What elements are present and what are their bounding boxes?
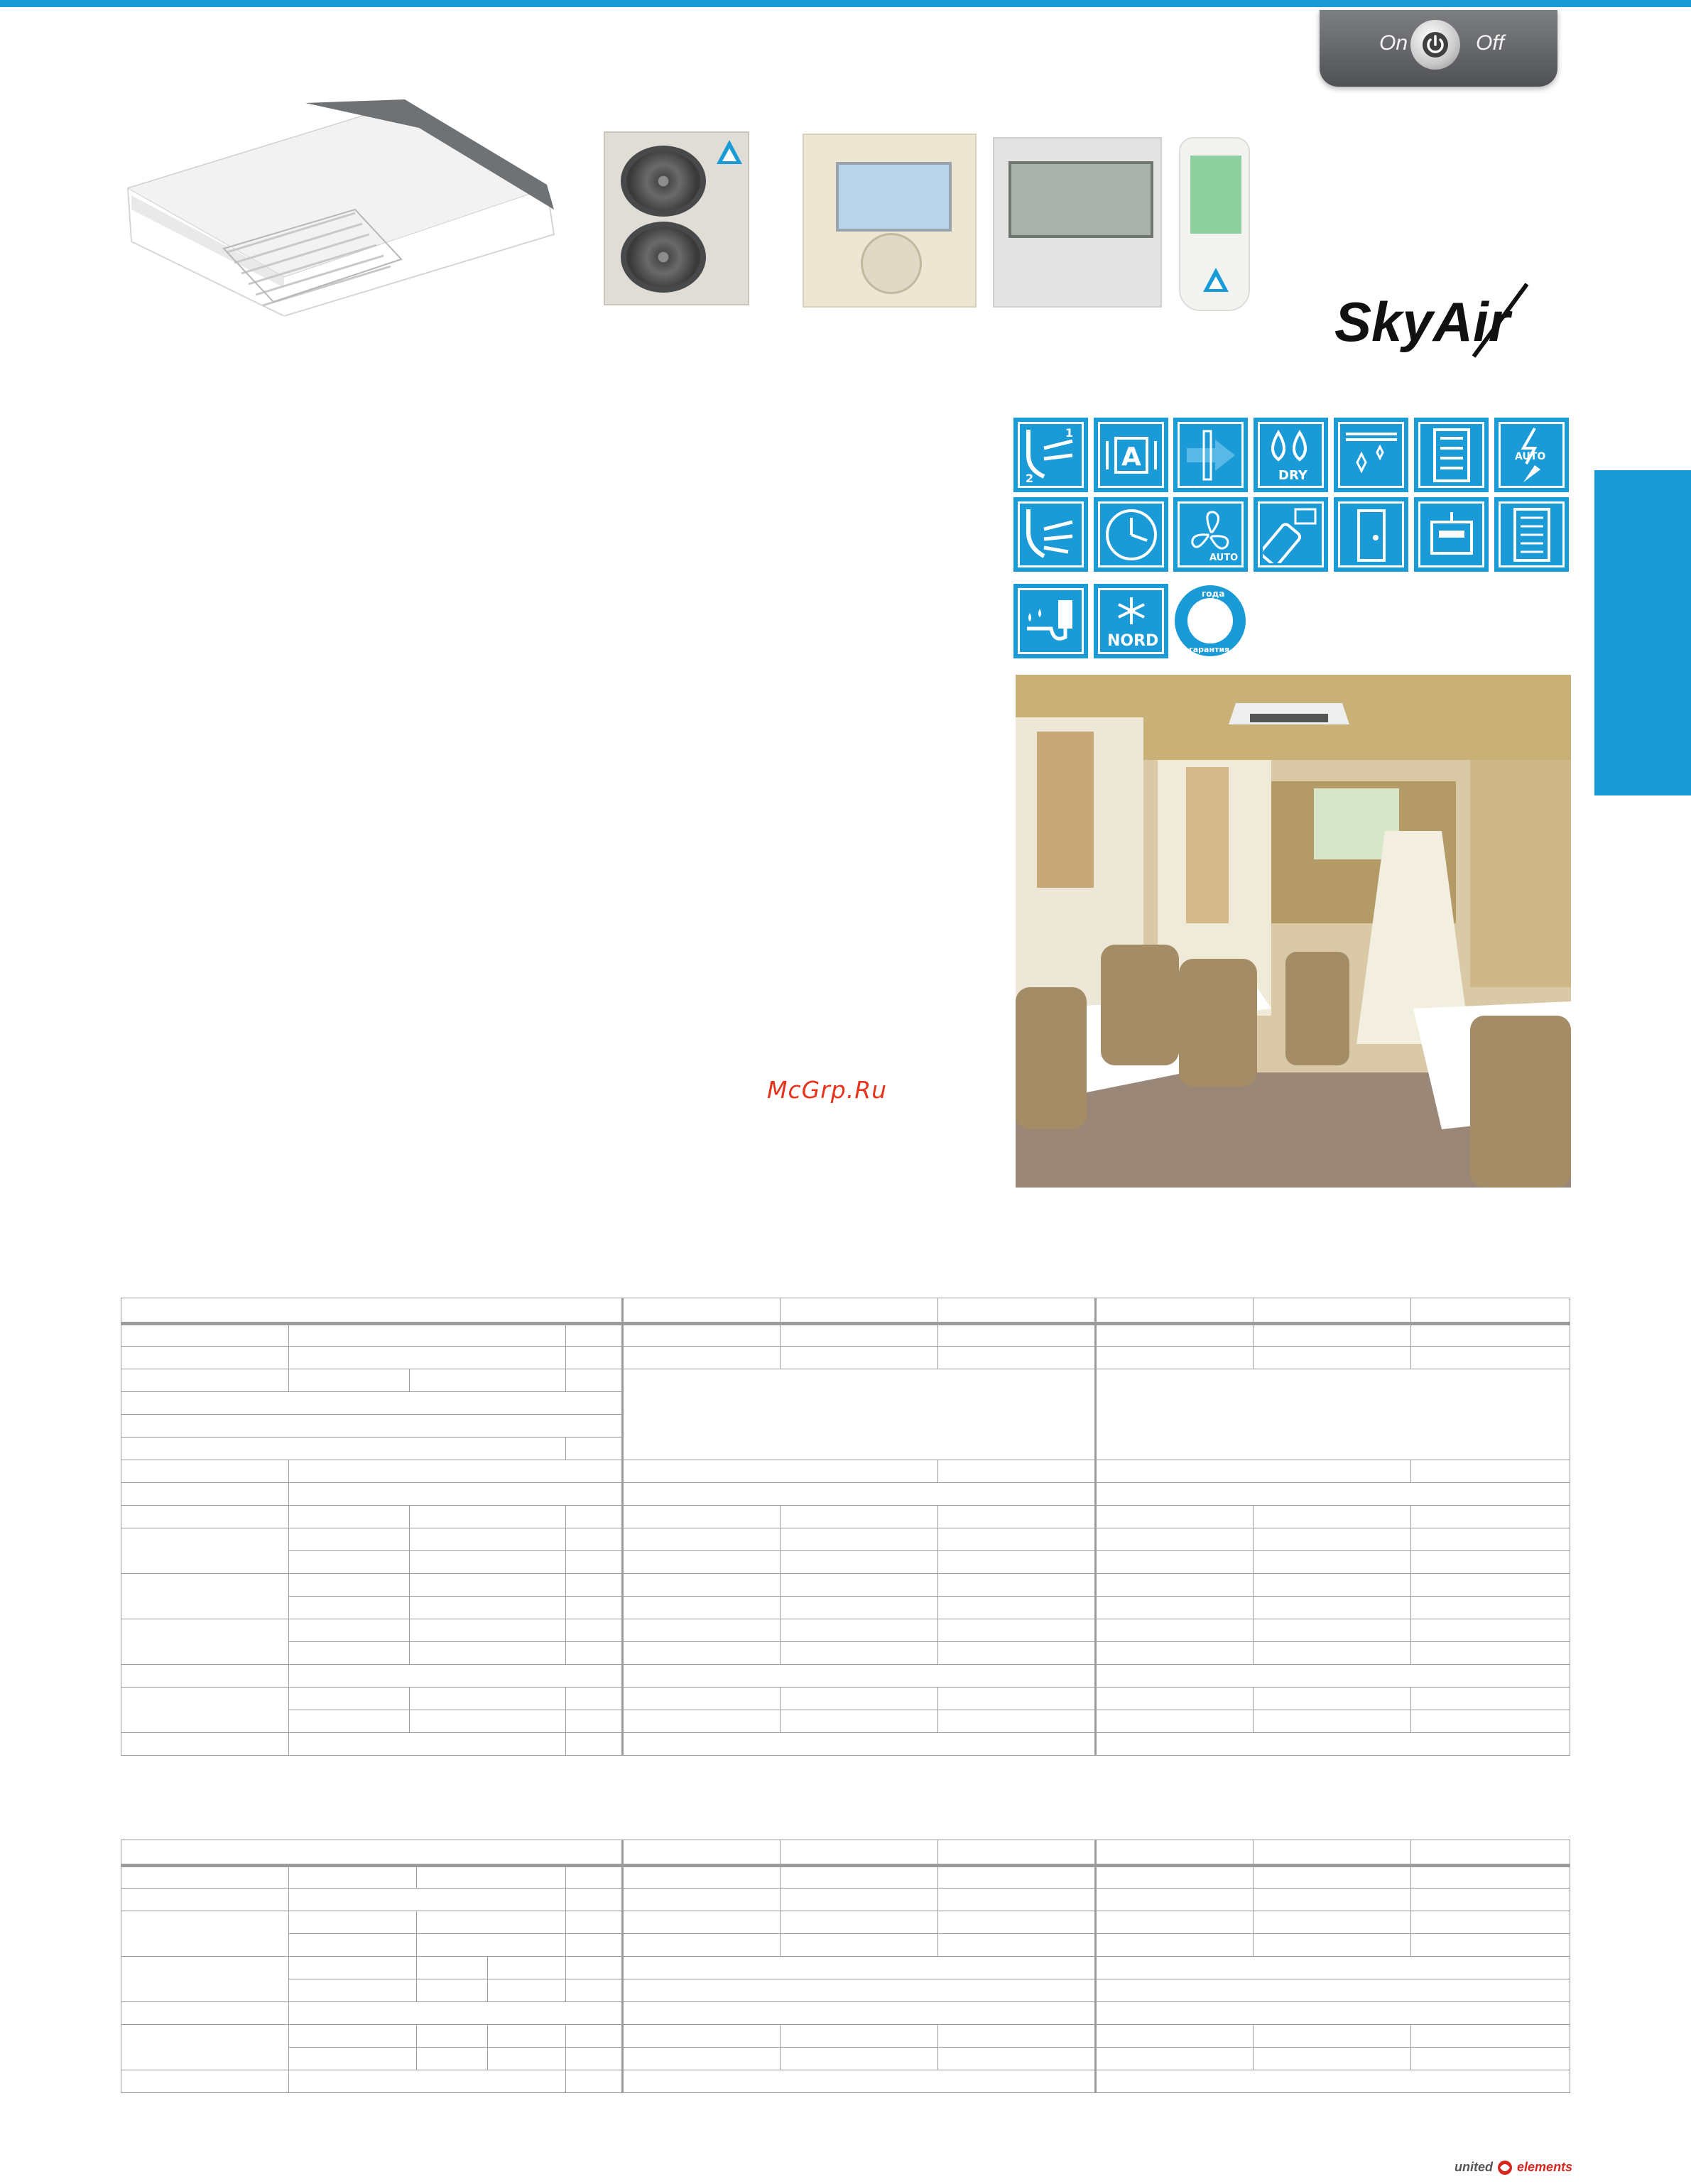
wired-remote-controller-image: [803, 134, 977, 308]
wired-controller-icon: [1334, 497, 1408, 572]
table-row: [121, 1665, 1570, 1688]
table-row: [121, 1597, 1570, 1619]
spec-table-indoor: [121, 1298, 1570, 1756]
restaurant-interior-photo: [1016, 675, 1571, 1188]
table-row: [121, 1688, 1570, 1710]
warranty-years-icon: [1173, 584, 1248, 658]
nord-low-temp-icon: [1094, 584, 1168, 658]
swing-flap-icon: [1013, 497, 1088, 572]
table-row: [121, 1911, 1570, 1934]
table-row: [121, 1866, 1570, 1889]
schedule-controller-icon: [1494, 497, 1569, 572]
table-header-row: [121, 1298, 1570, 1324]
auto-restart-icon: [1494, 418, 1569, 492]
skyair-logo: [1332, 278, 1573, 364]
table-row: [121, 1889, 1570, 1911]
table-header-row: [121, 1840, 1570, 1866]
footer-brand-left: united: [1455, 2159, 1493, 2174]
svg-text:1: 1: [1065, 426, 1073, 440]
svg-text:AUTO: AUTO: [1514, 450, 1545, 462]
warranty-bottom-text: гарантия: [1189, 645, 1230, 654]
swirl-logo-icon: [1496, 2159, 1513, 2176]
outdoor-unit-image: [604, 131, 749, 305]
central-control-icon: [1414, 497, 1489, 572]
table-row: [121, 1506, 1570, 1528]
table-row: [121, 1642, 1570, 1665]
skyair-logo-text: SkyAir: [1334, 290, 1511, 353]
table-row: [121, 2048, 1570, 2070]
section-side-tab: [1594, 470, 1691, 795]
table-row: [121, 1460, 1570, 1483]
top-accent-rule: [0, 0, 1691, 7]
table-row: [121, 1619, 1570, 1642]
remote-screen: [1190, 156, 1241, 234]
controller-screen: [1008, 161, 1153, 238]
off-label: Off: [1476, 31, 1505, 55]
table-row: [121, 2070, 1570, 2093]
table-row: [121, 1979, 1570, 2002]
table-row: [121, 1733, 1570, 1756]
infrared-remote-image: [1179, 137, 1250, 311]
infrared-remote-icon: [1254, 497, 1328, 572]
table-row: [121, 2002, 1570, 2025]
timer-clock-icon: [1094, 497, 1168, 572]
filter-icon: [1173, 418, 1248, 492]
controller-dial: [861, 233, 922, 294]
daikin-logo-icon: [715, 138, 744, 167]
svg-text:2: 2: [1025, 471, 1033, 484]
table-row: [121, 1551, 1570, 1574]
table-row: [121, 1347, 1570, 1369]
svg-text:A: A: [1121, 442, 1141, 472]
warranty-top-text: года: [1202, 589, 1225, 599]
on-off-tab: [1320, 10, 1557, 87]
dry-mode-icon: [1254, 418, 1328, 492]
table-row: [121, 1934, 1570, 1957]
auto-fan-icon: [1173, 497, 1248, 572]
svg-text:DRY: DRY: [1278, 467, 1307, 483]
auto-mode-icon: [1094, 418, 1168, 492]
table-row: [121, 1710, 1570, 1733]
fan-grille-lower: [621, 222, 706, 293]
power-icon: [1410, 20, 1460, 70]
central-controller-image: [993, 137, 1162, 308]
footer-brand-right: elements: [1517, 2159, 1573, 2174]
control-panel-icon: [1414, 418, 1489, 492]
table-row: [121, 1574, 1570, 1597]
table-row: [121, 1528, 1570, 1551]
two-way-airflow-icon: [1013, 418, 1088, 492]
drain-pump-icon: [1013, 584, 1088, 658]
table-row: [121, 1957, 1570, 1979]
table-row: [121, 2025, 1570, 2048]
svg-text:NORD: NORD: [1107, 631, 1158, 650]
watermark-text: McGrp.Ru: [767, 1076, 888, 1104]
daikin-logo-icon: [1202, 266, 1230, 295]
footer-brand-logo: [1455, 2159, 1572, 2176]
table-row: [121, 1483, 1570, 1506]
table-row: [121, 1369, 1570, 1392]
table-row: [121, 1324, 1570, 1347]
on-label: On: [1379, 31, 1408, 55]
ceiling-cassette-image: [121, 89, 561, 316]
svg-text:AUTO: AUTO: [1209, 552, 1238, 563]
controller-screen: [836, 162, 952, 232]
spec-table-outdoor: [121, 1840, 1570, 2093]
fan-grille-upper: [621, 146, 706, 217]
ceiling-cleaning-icon: [1334, 418, 1408, 492]
